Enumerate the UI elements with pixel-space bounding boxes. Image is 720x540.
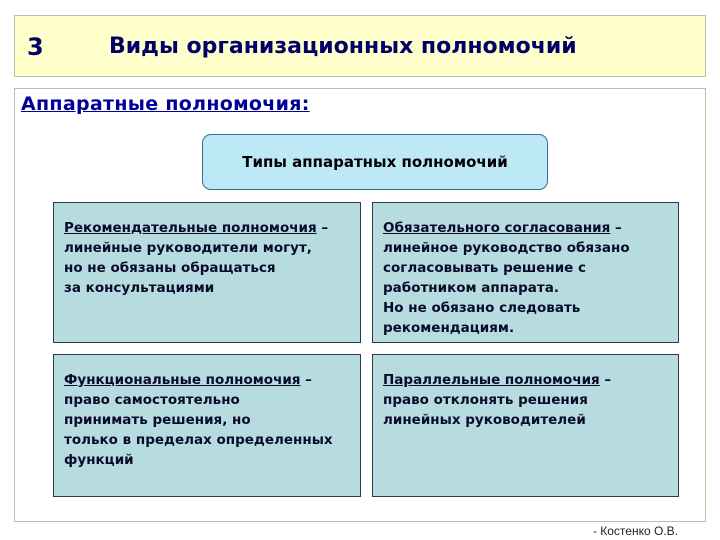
box-line: право отклонять решения bbox=[383, 392, 588, 408]
box-heading-line bbox=[383, 218, 668, 238]
box-heading-line bbox=[64, 218, 350, 238]
content-frame bbox=[14, 88, 706, 522]
box-line: за консультациями bbox=[64, 280, 215, 296]
box-lead: Функциональные полномочия bbox=[64, 372, 301, 388]
box-line: только в пределах определенных bbox=[64, 432, 333, 448]
diagram-root-node: Типы аппаратных полномочий bbox=[202, 134, 548, 190]
authority-box-functional bbox=[53, 354, 361, 497]
box-line: рекомендациям. bbox=[383, 320, 515, 336]
box-lead: Параллельные полномочия bbox=[383, 372, 600, 388]
box-heading-line bbox=[383, 370, 668, 390]
box-line: функций bbox=[64, 452, 134, 468]
box-line: линейных руководителей bbox=[383, 412, 586, 428]
slide-number: 3 bbox=[27, 33, 44, 61]
box-heading-line bbox=[64, 370, 350, 390]
box-line: право самостоятельно bbox=[64, 392, 240, 408]
title-bar bbox=[14, 15, 706, 77]
box-line: линейные руководители могут, bbox=[64, 240, 312, 256]
box-line: но не обязаны обращаться bbox=[64, 260, 276, 276]
box-separator: – bbox=[610, 220, 622, 236]
box-line: согласовывать решение с bbox=[383, 260, 587, 276]
authority-box-mandatory-approval bbox=[372, 202, 679, 343]
box-lead: Рекомендательные полномочия bbox=[64, 220, 317, 236]
box-line: принимать решения, но bbox=[64, 412, 251, 428]
box-separator: – bbox=[599, 372, 612, 388]
authority-box-parallel bbox=[372, 354, 679, 497]
section-heading: Аппаратные полномочия: bbox=[21, 93, 310, 115]
box-line: работником аппарата. bbox=[383, 280, 559, 296]
authority-box-recommendation bbox=[53, 202, 361, 343]
slide-title: Виды организационных полномочий bbox=[109, 34, 577, 59]
box-lead: Обязательного согласования bbox=[383, 220, 611, 236]
box-separator: – bbox=[300, 372, 312, 388]
box-separator: – bbox=[316, 220, 329, 236]
author-credit: - Костенко О.В. bbox=[592, 524, 678, 538]
box-line: Но не обязано следовать bbox=[383, 300, 581, 316]
box-line: линейное руководство обязано bbox=[383, 240, 630, 256]
